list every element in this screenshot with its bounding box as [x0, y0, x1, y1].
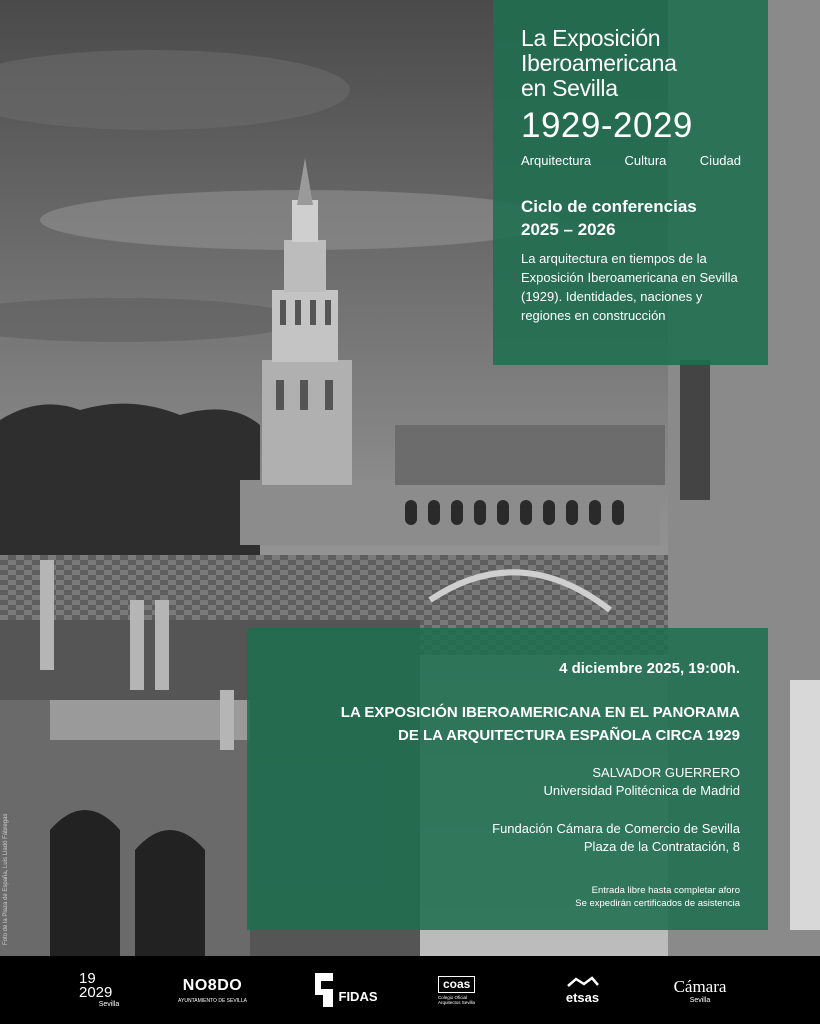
event-notes: [575, 884, 740, 910]
tag-ciudad: Ciudad: [699, 153, 741, 168]
etsas-icon: [566, 976, 600, 990]
tag-arquitectura: Arquitectura: [521, 153, 592, 168]
title-line: La Exposición: [521, 25, 661, 51]
logo-camara-name: Cámara: [673, 976, 727, 996]
years: 1929-2029: [521, 106, 693, 145]
logo-nodo-name: NO8DO: [182, 976, 243, 994]
logo-1929-top: 19: [79, 970, 96, 987]
logo-1929-sub: Sevilla: [98, 1001, 120, 1008]
speaker-name: SALVADOR GUERRERO: [592, 765, 740, 780]
logo-coas: [438, 956, 508, 1024]
note-certificate: Se expedirán certificados de asistencia: [575, 898, 740, 909]
fidas-icon: [313, 971, 335, 1009]
tag-cultura: Cultura: [624, 153, 667, 168]
tags: [521, 153, 741, 168]
venue-line1: Fundación Cámara de Comercio de Sevilla: [492, 821, 740, 836]
event-title: [341, 701, 740, 747]
title-panel: [493, 0, 768, 365]
cycle-line1: Ciclo de conferencias: [521, 197, 697, 216]
title-line: en Sevilla: [521, 75, 618, 101]
logo-camara-sub: Sevilla: [689, 996, 711, 1004]
speaker: [543, 764, 740, 800]
speaker-affiliation: Universidad Politécnica de Madrid: [543, 783, 740, 798]
logo-coas-sub: Colegio Oficial Arquitectos Sevilla: [438, 994, 476, 1005]
cycle-line2: 2025 – 2026: [521, 220, 616, 239]
venue: [492, 820, 740, 856]
event-date: 4 diciembre 2025, 19:00h.: [559, 660, 740, 677]
cycle-description: La arquitectura en tiempos de la Exposición Iberoamericana en Sevilla (1929). Identidades, naciones y regiones en construcción: [521, 251, 738, 323]
logo-nodo-sub: AYUNTAMIENTO DE SEVILLA: [178, 997, 247, 1004]
logo-1929-bottom: 2029: [79, 984, 113, 1001]
logo-1929-2029: [70, 956, 130, 1024]
logo-ayuntamiento: [170, 956, 255, 1024]
sponsor-footer: [0, 956, 820, 1024]
logo-camara: [655, 956, 745, 1024]
logo-etsas-name: etsas: [565, 989, 600, 1005]
title-line: Iberoamericana: [521, 50, 677, 76]
event-title-line2: DE LA ARQUITECTURA ESPAÑOLA CIRCA 1929: [398, 727, 740, 744]
event-panel: [247, 628, 768, 930]
note-entry: Entrada libre hasta completar aforo: [591, 885, 740, 896]
event-title-line1: LA EXPOSICIÓN IBEROAMERICANA EN EL PANORAMA: [340, 704, 740, 721]
exhibition-title: [521, 26, 677, 101]
logo-etsas: [555, 956, 610, 1024]
venue-line2: Plaza de la Contratación, 8: [583, 839, 740, 854]
photo-credit: Foto de la Plaza de España, Luis Lladó Fábregas: [3, 813, 9, 945]
cycle-heading: [521, 195, 697, 241]
logo-fidas: [305, 956, 385, 1024]
logo-fidas-name: FIDAS: [338, 988, 378, 1004]
logo-coas-name: coas: [438, 976, 475, 993]
